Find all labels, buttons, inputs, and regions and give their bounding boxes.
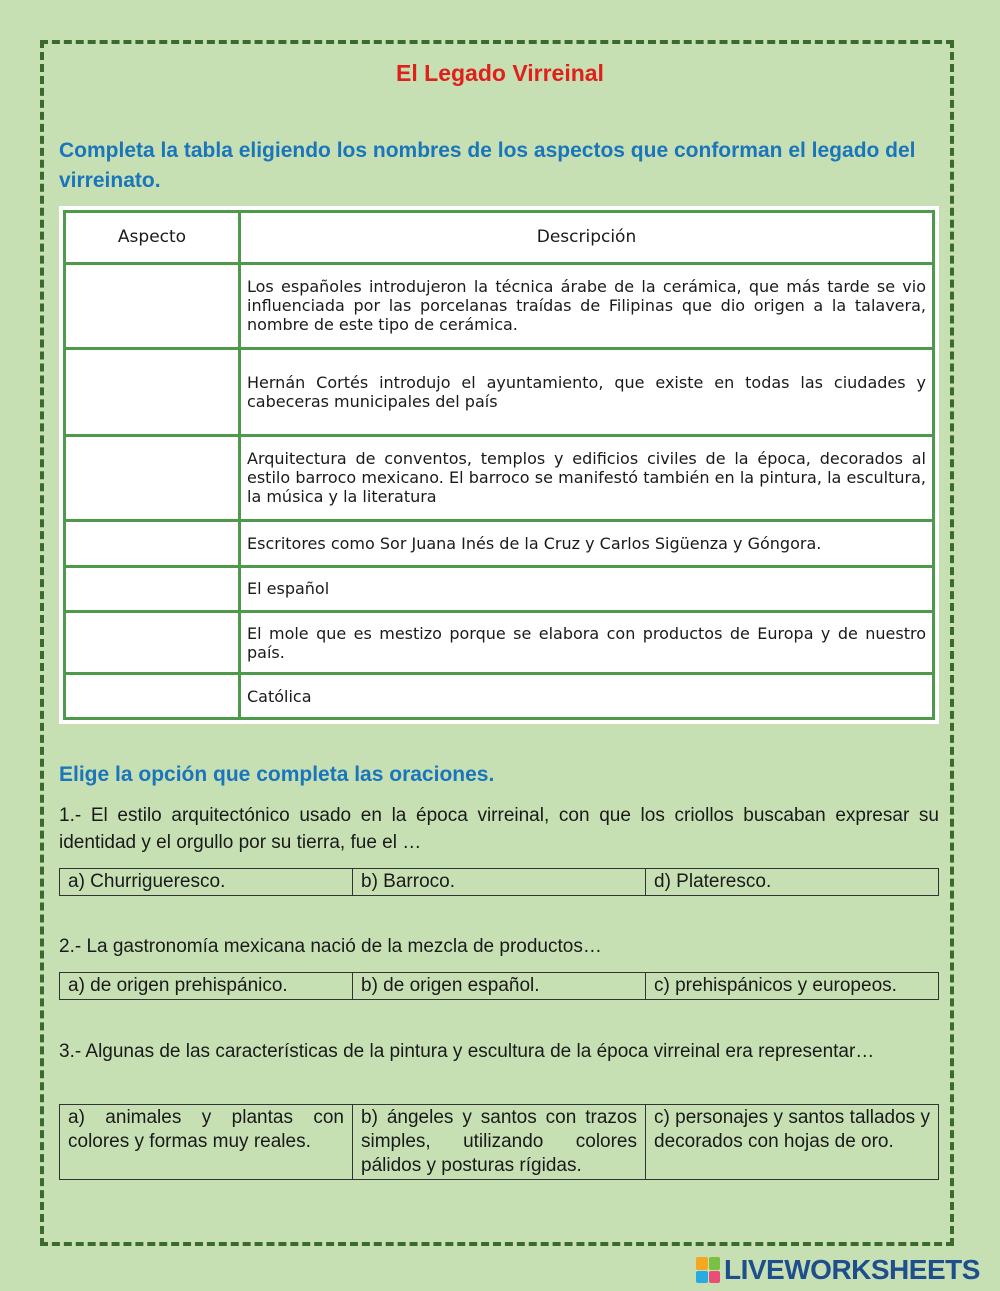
description-cell: El español [240,567,934,612]
question-1-options [59,868,939,896]
description-cell: El mole que es mestizo porque se elabora con productos de Europa y de nuestro país. [240,611,934,674]
liveworksheets-logo [696,1255,980,1285]
page-title: El Legado Virreinal [396,60,604,86]
aspect-answer-cell[interactable] [65,520,240,567]
description-cell: Arquitectura de conventos, templos y edificios civiles de la época, decorados al estilo barroco mexicano. El barroco se manifestó también en la pintura, la escultura, la música y la literatura [240,435,934,520]
header-aspecto: Aspecto [65,212,240,264]
table-instruction: Completa la tabla eligiendo los nombres de los aspectos que conforman el legado del virreinato. [59,139,916,192]
description-cell: Hernán Cortés introdujo el ayuntamiento, que existe en todas las ciudades y cabeceras municipales del país [240,348,934,435]
option-c[interactable]: c) personajes y santos tallados y decorados con hojas de oro. [646,1105,939,1180]
option-a[interactable]: a) de origen prehispánico. [60,973,353,1000]
aspect-answer-cell[interactable] [65,348,240,435]
option-c[interactable]: c) prehispánicos y europeos. [646,973,939,1000]
description-cell: Católica [240,674,934,719]
aspects-table [59,206,939,724]
question-3-options [59,1104,939,1180]
aspect-answer-cell[interactable] [65,611,240,674]
question-1: 1.- El estilo arquitectónico usado en la época virreinal, con que los criollos buscaban expresar su identidad y el orgullo por su tierra, fue el … [59,805,939,853]
description-cell: Escritores como Sor Juana Inés de la Cruz y Carlos Sigüenza y Góngora. [240,520,934,567]
aspect-answer-cell[interactable] [65,674,240,719]
question-2: 2.- La gastronomía mexicana nació de la mezcla de productos… [59,936,602,957]
options-instruction: Elige la opción que completa las oraciones. [59,763,495,786]
liveworksheets-mark-icon [696,1257,720,1283]
aspect-answer-cell[interactable] [65,435,240,520]
logo-text: LIVEWORKSHEETS [724,1254,980,1285]
option-b[interactable]: b) de origen español. [353,973,646,1000]
option-d[interactable]: d) Plateresco. [646,869,939,896]
question-2-options [59,972,939,1000]
aspect-answer-cell[interactable] [65,263,240,348]
aspect-answer-cell[interactable] [65,567,240,612]
option-a[interactable]: a) animales y plantas con colores y formas muy reales. [60,1105,353,1180]
question-3: 3.- Algunas de las características de la pintura y escultura de la época virreinal era representar… [59,1041,875,1062]
option-b[interactable]: b) Barroco. [353,869,646,896]
header-descripcion: Descripción [240,212,934,264]
description-cell: Los españoles introdujeron la técnica árabe de la cerámica, que más tarde se vio influenciada por las porcelanas traídas de Filipinas que dio origen a la talavera, nombre de este tipo de cerámica. [240,263,934,348]
option-b[interactable]: b) ángeles y santos con trazos simples, utilizando colores pálidos y posturas rígidas. [353,1105,646,1180]
option-a[interactable]: a) Churrigueresco. [60,869,353,896]
